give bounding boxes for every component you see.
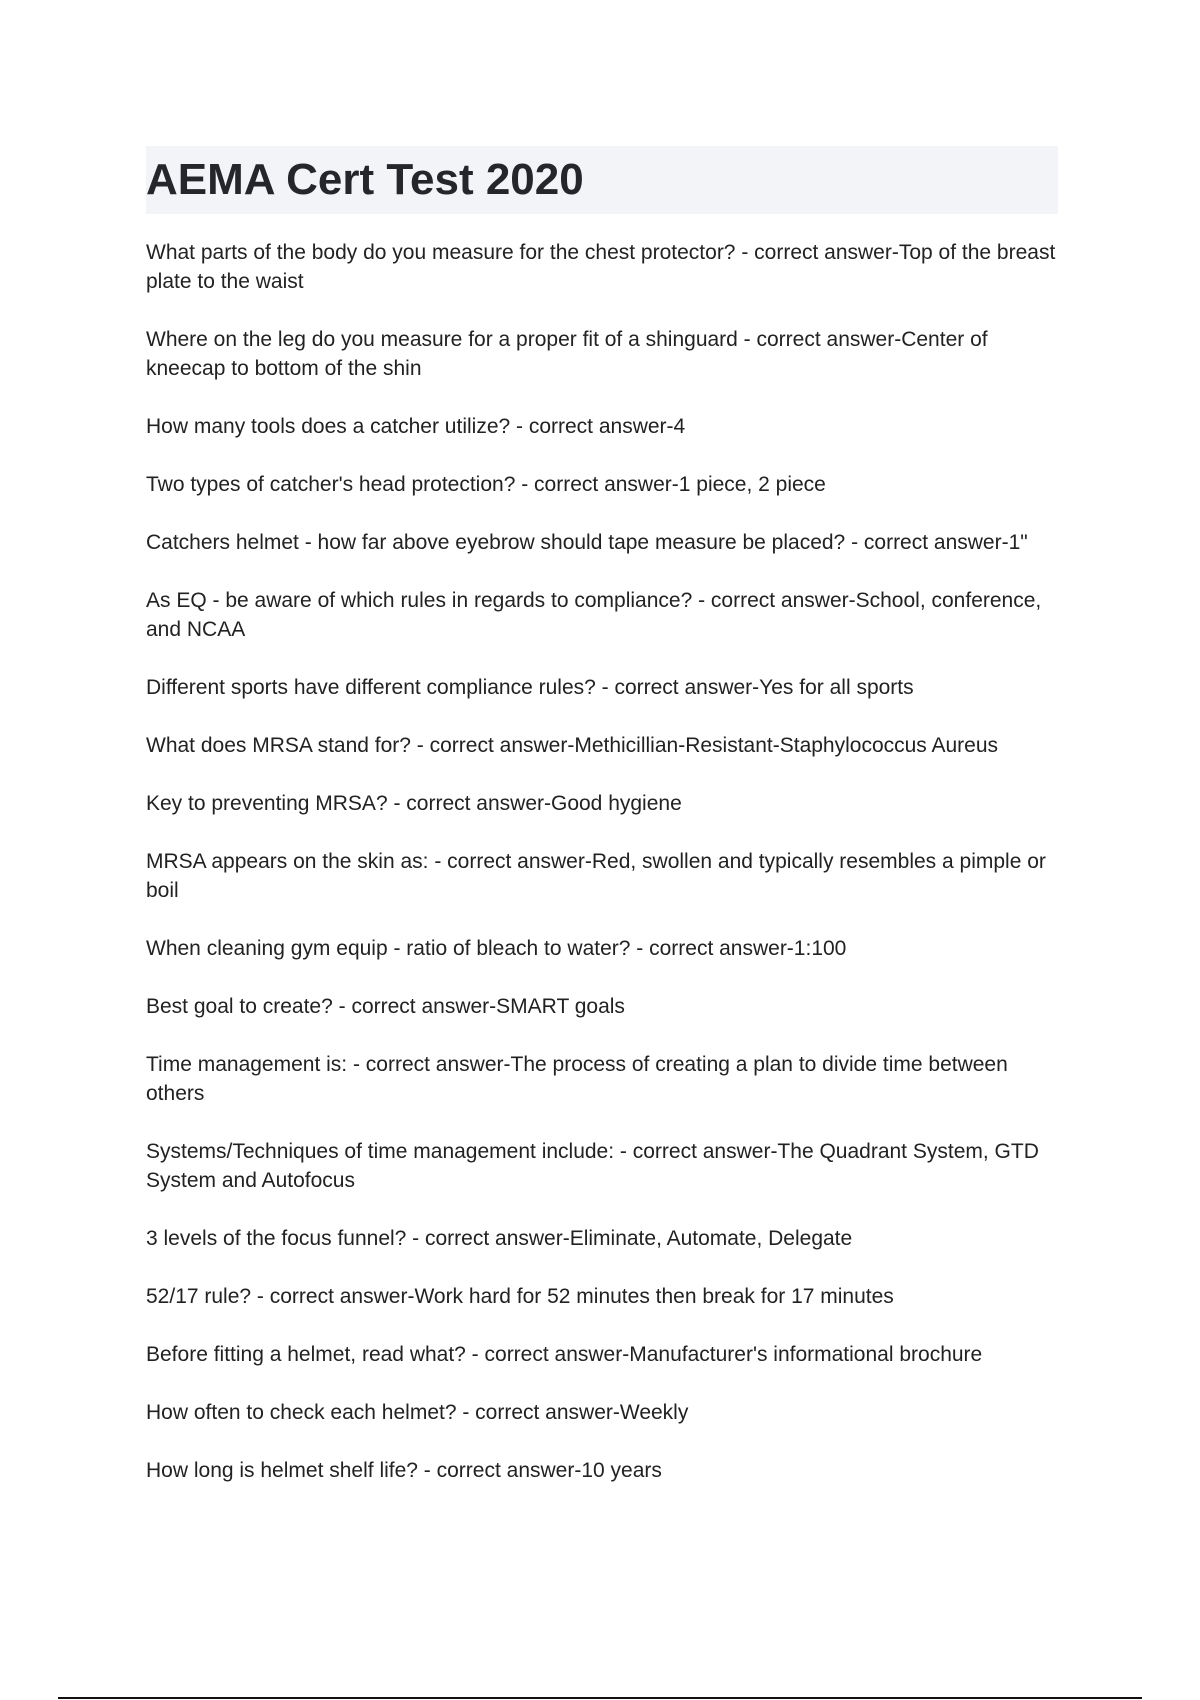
qa-item: Catchers helmet - how far above eyebrow should tape measure be placed? - correct answer-1": [146, 531, 1028, 554]
qa-item: MRSA appears on the skin as: - correct answer-Red, swollen and typically resembles a pimple or boil: [146, 850, 1046, 902]
qa-item: How many tools does a catcher utilize? - correct answer-4: [146, 415, 686, 438]
page-title: AEMA Cert Test 2020: [146, 155, 584, 204]
qa-item: As EQ - be aware of which rules in regards to compliance? - correct answer-School, conference, and NCAA: [146, 589, 1042, 641]
qa-item: Key to preventing MRSA? - correct answer-Good hygiene: [146, 792, 682, 815]
qa-item: How often to check each helmet? - correct answer-Weekly: [146, 1401, 689, 1424]
qa-item: Different sports have different compliance rules? - correct answer-Yes for all sports: [146, 676, 914, 699]
qa-item: What parts of the body do you measure for the chest protector? - correct answer-Top of the breast plate to the waist: [146, 241, 1056, 293]
qa-item: Where on the leg do you measure for a proper fit of a shinguard - correct answer-Center of kneecap to bottom of the shin: [146, 328, 988, 380]
title-bar: [146, 146, 1058, 214]
qa-item: Best goal to create? - correct answer-SMART goals: [146, 995, 625, 1018]
page-bottom-divider: [58, 1697, 1142, 1699]
qa-item: Before fitting a helmet, read what? - correct answer-Manufacturer's informational brochure: [146, 1343, 983, 1366]
qa-item: 3 levels of the focus funnel? - correct answer-Eliminate, Automate, Delegate: [146, 1227, 853, 1250]
qa-item: Two types of catcher's head protection? - correct answer-1 piece, 2 piece: [146, 473, 826, 496]
qa-item: 52/17 rule? - correct answer-Work hard for 52 minutes then break for 17 minutes: [146, 1285, 894, 1308]
qa-item: Time management is: - correct answer-The process of creating a plan to divide time between others: [146, 1053, 1008, 1105]
qa-item: What does MRSA stand for? - correct answer-Methicillian-Resistant-Staphylococcus Aureus: [146, 734, 999, 757]
qa-list: [146, 238, 1066, 1514]
qa-item: When cleaning gym equip - ratio of bleach to water? - correct answer-1:100: [146, 937, 847, 960]
qa-item: Systems/Techniques of time management include: - correct answer-The Quadrant System, GTD System and Autofocus: [146, 1140, 1039, 1192]
qa-item: How long is helmet shelf life? - correct answer-10 years: [146, 1459, 662, 1482]
